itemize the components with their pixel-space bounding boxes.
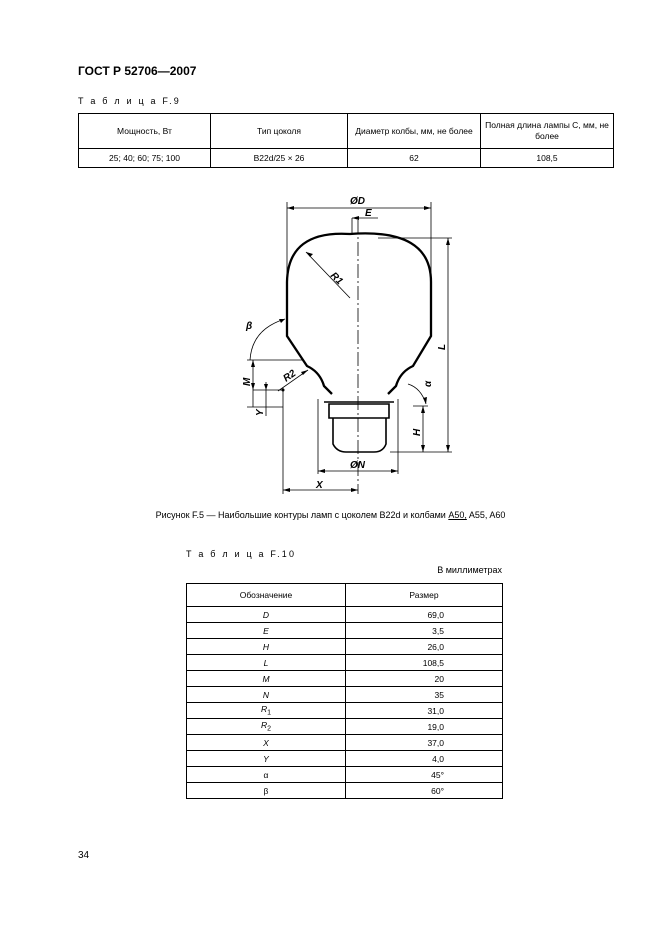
arrow-x-right (351, 488, 358, 492)
designation-symbol: D (262, 609, 270, 620)
cell-size: 37,0 (346, 735, 503, 751)
document-title: ГОСТ Р 52706—2007 (78, 64, 197, 78)
designation-subscript: 2 (267, 725, 272, 733)
cell-designation (187, 655, 346, 671)
table-row (187, 655, 503, 671)
arrow-alpha (423, 397, 427, 404)
angle-beta (250, 319, 285, 360)
cell-designation (187, 703, 346, 719)
cell-designation (187, 735, 346, 751)
page-number: 34 (78, 850, 90, 861)
cell-size: 35 (346, 687, 503, 703)
cell-designation (187, 783, 346, 799)
label-d: ØD (350, 196, 365, 207)
designation-symbol: X (263, 737, 269, 748)
figure-caption (0, 510, 661, 520)
label-e: E (365, 208, 372, 219)
designation-symbol: L (263, 657, 269, 668)
cell-designation (187, 719, 346, 735)
table-f9-header-row (79, 114, 614, 149)
table-f9 (78, 113, 614, 168)
col-diameter-header: Диаметр колбы, мм, не более (348, 114, 481, 149)
cell-size: 108,5 (346, 655, 503, 671)
bulb-outline (287, 233, 431, 394)
table-f10-units: В миллиметрах (437, 565, 502, 575)
cell-size: 45° (346, 767, 503, 783)
cell-designation (187, 639, 346, 655)
arrow-l-top (446, 238, 450, 245)
lamp-cap (329, 404, 389, 452)
center-point-r2 (282, 389, 285, 392)
table-f9-caption: Т а б л и ц а F.9 (78, 96, 182, 106)
dim-e (352, 218, 378, 234)
cell-designation (187, 623, 346, 639)
cell-size: 60° (346, 783, 503, 799)
arrow-h-bottom (421, 445, 425, 452)
cell-designation (187, 671, 346, 687)
cell-size: 19,0 (346, 719, 503, 735)
cell-size: 3,5 (346, 623, 503, 639)
arrow-e (352, 216, 359, 220)
label-h: H (412, 428, 423, 436)
figure-caption-tail: A55, A60 (466, 510, 506, 520)
designation-symbol: R (260, 704, 268, 715)
label-m: M (242, 377, 253, 386)
table-row (187, 735, 503, 751)
cell-designation (187, 751, 346, 767)
cell-power: 25; 40; 60; 75; 100 (79, 149, 211, 168)
designation-symbol: Y (263, 753, 269, 764)
table-f10-caption: Т а б л и ц а F.10 (186, 549, 297, 559)
label-alpha: α (423, 380, 434, 387)
table-row (187, 703, 503, 719)
label-r1: R1 (327, 270, 345, 288)
table-row (187, 719, 503, 735)
arrow-n-right (391, 469, 398, 473)
table-row (187, 767, 503, 783)
arrow-h-top (421, 406, 425, 413)
table-row (187, 639, 503, 655)
table-f10-header-row (187, 584, 503, 607)
col-size-header: Размер (346, 584, 503, 607)
designation-symbol: N (262, 689, 270, 700)
label-x: X (316, 480, 323, 491)
arrow-l-bottom (446, 445, 450, 452)
cell-cap: B22d/25 × 26 (211, 149, 348, 168)
table-f10-body (187, 607, 503, 799)
cell-size: 20 (346, 671, 503, 687)
designation-symbol: β (263, 785, 269, 796)
col-power-header: Мощность, Вт (79, 114, 211, 149)
cell-designation (187, 687, 346, 703)
cell-size: 4,0 (346, 751, 503, 767)
designation-symbol: R (260, 720, 268, 731)
designation-symbol: E (263, 625, 269, 636)
label-r2: R2 (281, 368, 299, 385)
table-row (187, 687, 503, 703)
arrow-d-left (287, 206, 294, 210)
designation-subscript: 1 (267, 709, 272, 717)
table-row (187, 783, 503, 799)
col-cap-header: Тип цоколя (211, 114, 348, 149)
figure-caption-text: Рисунок F.5 — Наибольшие контуры ламп с цоколем B22d и колбами (155, 510, 449, 520)
table-row (187, 671, 503, 687)
label-y: Y (255, 409, 266, 416)
col-designation-header: Обозначение (187, 584, 346, 607)
label-beta: β (246, 321, 253, 332)
table-row (79, 149, 614, 168)
cell-length: 108,5 (481, 149, 614, 168)
figure-caption-underlined: A50, (448, 510, 467, 520)
cell-size: 26,0 (346, 639, 503, 655)
arrow-y (264, 384, 268, 390)
arrow-m-top (251, 360, 255, 367)
arrow-r1 (306, 252, 313, 257)
label-l: L (437, 343, 448, 350)
arrow-n-left (318, 469, 325, 473)
cell-designation (187, 767, 346, 783)
table-f10 (186, 583, 503, 799)
designation-symbol: H (262, 641, 270, 652)
cell-diameter: 62 (348, 149, 481, 168)
col-length-header (481, 114, 614, 149)
cell-designation (187, 607, 346, 623)
designation-symbol: α (263, 769, 269, 780)
dim-m-y (247, 360, 304, 416)
cell-size: 69,0 (346, 607, 503, 623)
cell-size: 31,0 (346, 703, 503, 719)
table-row (187, 607, 503, 623)
dim-r1 (306, 252, 350, 298)
label-n: ØN (350, 460, 365, 471)
length-header-text: Полная длина лампы C, мм, не более (485, 120, 609, 141)
lamp-contour-figure (238, 194, 468, 499)
table-row (187, 623, 503, 639)
arrow-x-left (283, 488, 290, 492)
table-row (187, 751, 503, 767)
designation-symbol: M (262, 673, 270, 684)
arrow-d-right (424, 206, 431, 210)
